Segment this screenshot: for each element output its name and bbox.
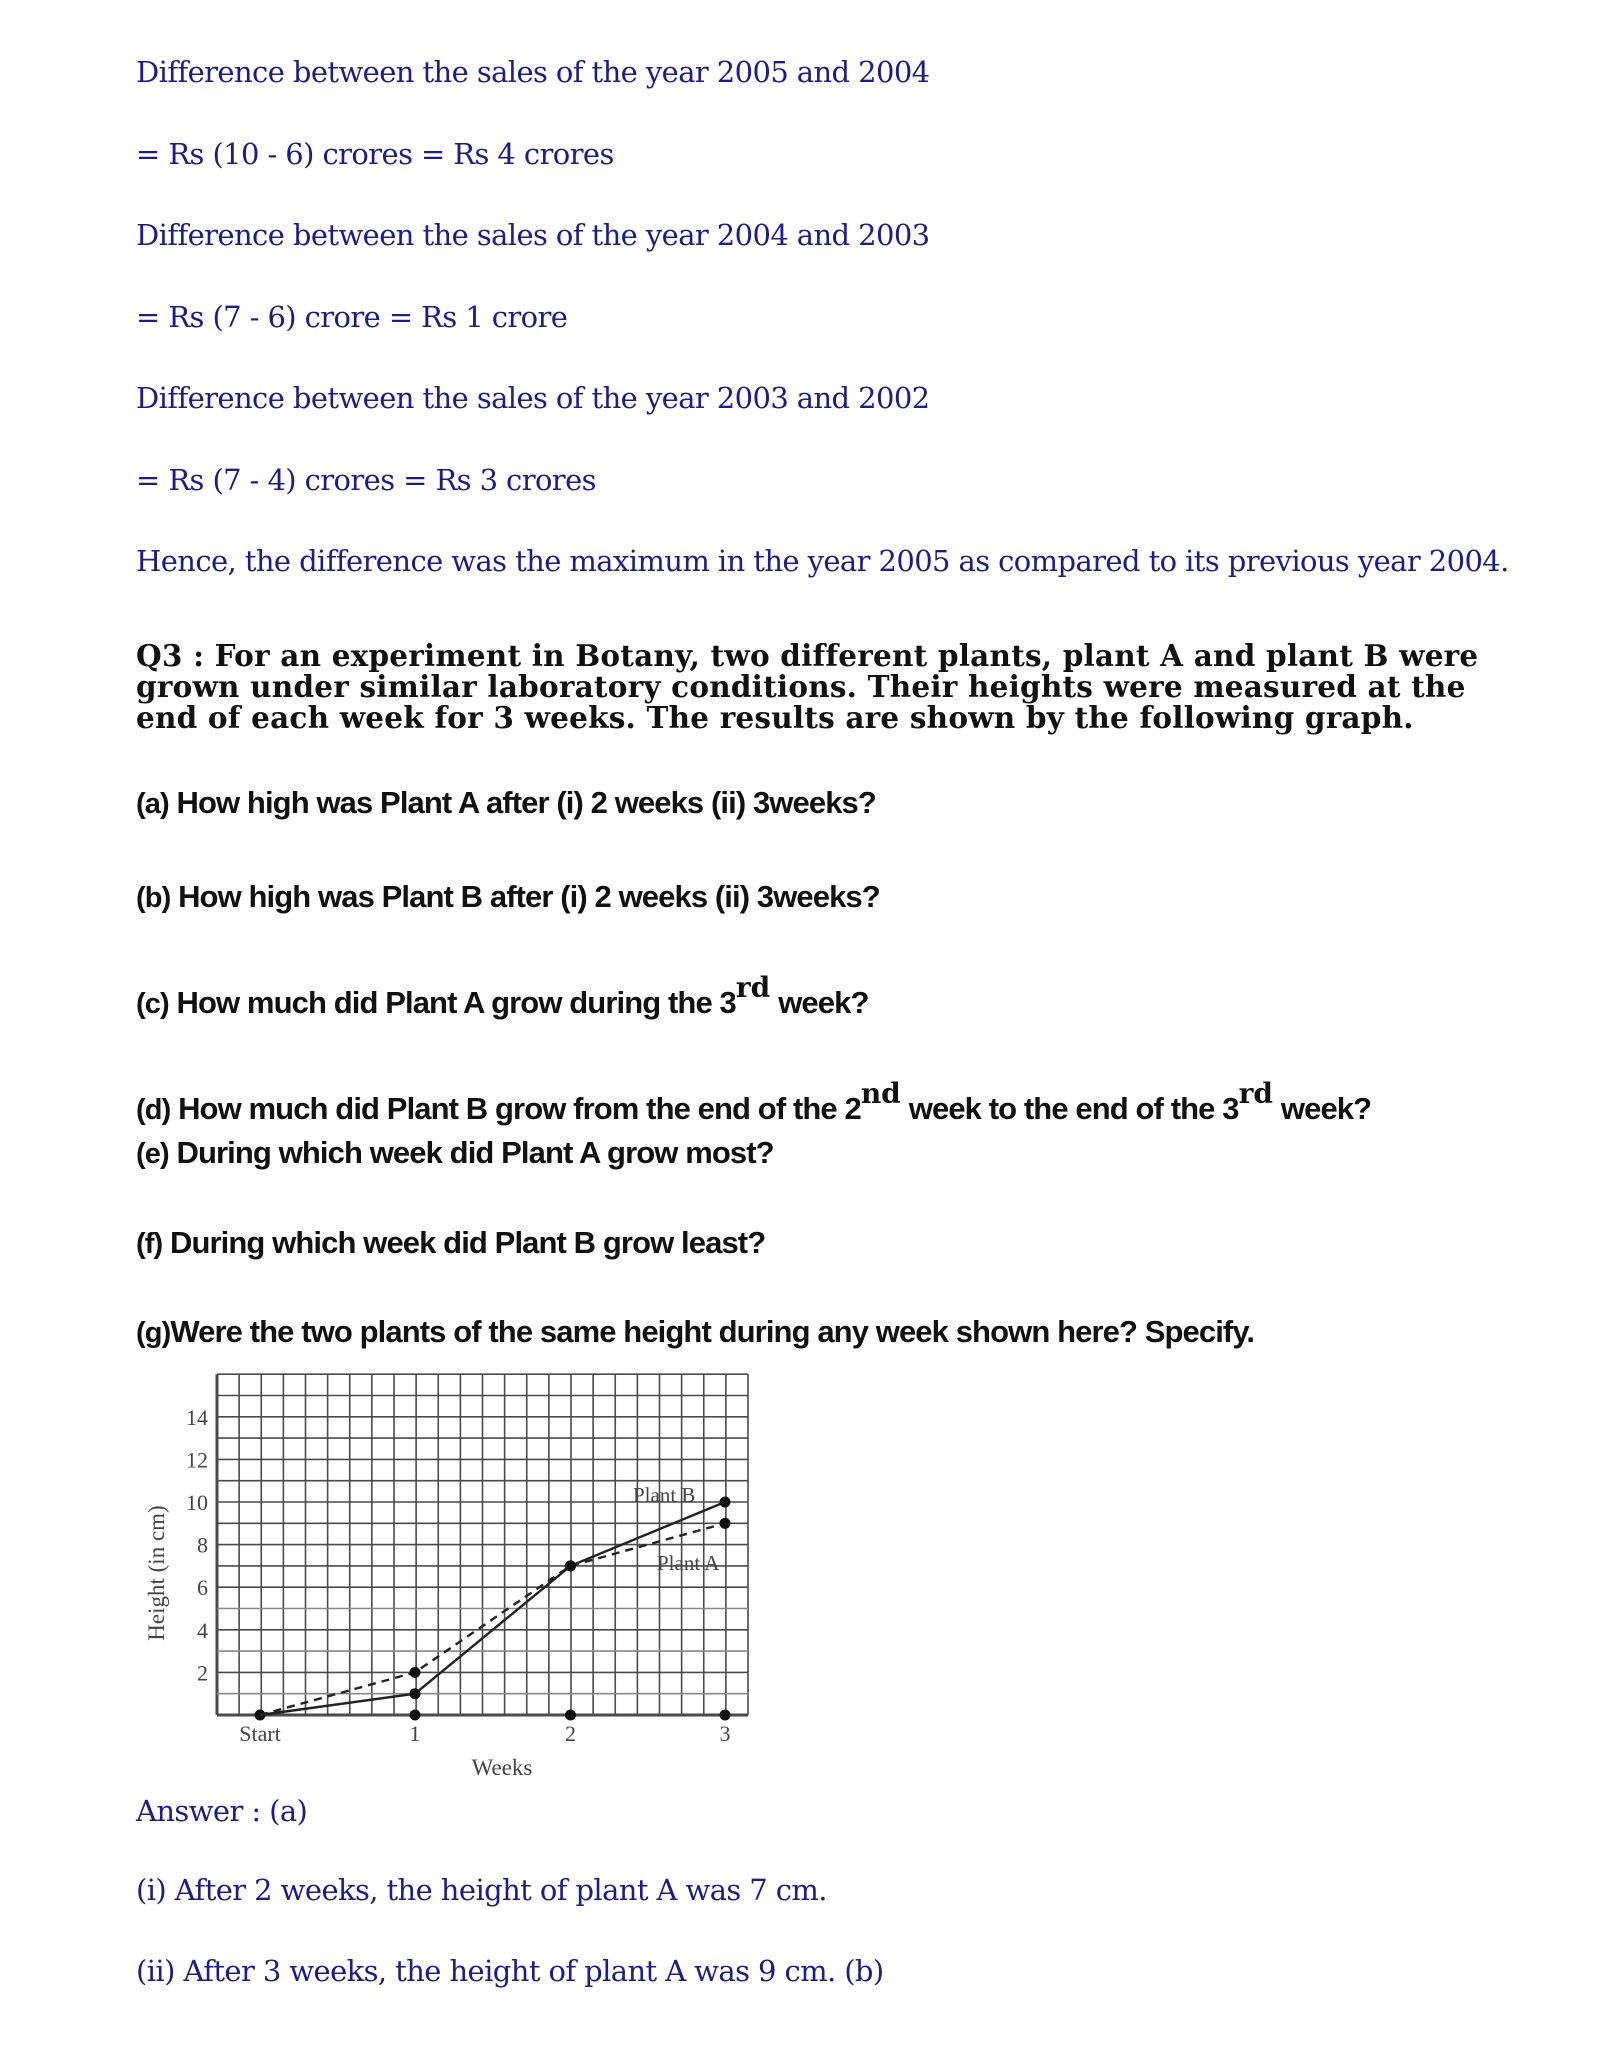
answer-line: = Rs (10 - 6) crores = Rs 4 crores [136, 137, 614, 171]
subquestion-e [136, 1135, 774, 1171]
subquestion-label: (f) [136, 1228, 163, 1260]
answer-line: Difference between the sales of the year 2003 and 2002 [136, 381, 930, 415]
chart-labels [144, 1405, 731, 1780]
x-tick-label: Start [239, 1721, 281, 1746]
subquestion-text: Were the two plants of the same height during any week shown here? Specify. [170, 1314, 1255, 1349]
y-tick-label: 6 [197, 1575, 208, 1601]
answer-line: = Rs (7 - 4) crores = Rs 3 crores [136, 463, 596, 497]
x-tick-label: 3 [719, 1721, 731, 1746]
subquestion-label: (a) [136, 788, 169, 820]
subquestion-label: (d) [136, 1094, 171, 1126]
plant-a-line [260, 1523, 725, 1715]
answer-line: (ii) After 3 weeks, the height of plant A was 9 cm. (b) [136, 1954, 884, 1988]
y-tick-label: 8 [197, 1532, 208, 1558]
subquestion-text: How much did Plant B grow from the end of the 2 [178, 1091, 861, 1126]
axis-point [410, 1710, 421, 1721]
subquestion-a [136, 785, 876, 821]
y-tick-label: 10 [186, 1490, 208, 1515]
answer-line: Difference between the sales of the year 2005 and 2004 [136, 55, 930, 89]
answer-line: Difference between the sales of the year 2004 and 2003 [136, 218, 930, 252]
data-point [410, 1667, 421, 1678]
subquestion-text: During which week did Plant A grow most? [176, 1135, 774, 1170]
subquestion-d [136, 1077, 1372, 1127]
y-tick-label: 2 [197, 1660, 208, 1686]
y-tick-label: 12 [186, 1447, 208, 1473]
chart-grid [217, 1374, 748, 1715]
answer-line: = Rs (7 - 6) crore = Rs 1 crore [136, 300, 568, 334]
subquestion-label: (c) [136, 988, 169, 1020]
answer-header: Answer : (a) [136, 1794, 308, 1828]
conclusion-line: Hence, the difference was the maximum in the year 2005 as compared to its previous year 2004. [136, 544, 1509, 578]
data-point [410, 1688, 421, 1699]
x-axis-title: Weeks [471, 1755, 533, 1780]
y-tick-label: 14 [186, 1404, 208, 1430]
subquestion-text: During which week did Plant B grow least? [170, 1225, 766, 1260]
ordinal-suffix: rd [1238, 1077, 1273, 1110]
subquestion-c [136, 971, 869, 1021]
plant-height-line-chart [130, 1360, 770, 1790]
subquestion-f [136, 1225, 765, 1261]
ordinal-suffix: nd [860, 1077, 901, 1110]
subquestion-g [136, 1314, 1254, 1350]
subquestion-text: week? [1280, 1091, 1372, 1126]
subquestion-text: How high was Plant B after (i) 2 weeks (ii) 3weeks? [178, 879, 880, 914]
x-tick-label: 2 [565, 1721, 576, 1746]
answer-line: (i) After 2 weeks, the height of plant A was 7 cm. [136, 1873, 827, 1907]
axis-point [720, 1710, 731, 1721]
subquestion-label: (e) [136, 1138, 169, 1170]
subquestion-text: week? [778, 985, 869, 1020]
subquestion-b [136, 879, 880, 915]
subquestion-text: How high was Plant A after (i) 2 weeks (ii) 3weeks? [176, 785, 876, 820]
axis-point [565, 1710, 576, 1721]
y-axis-title: Height (in cm) [144, 1505, 169, 1641]
plant-a-label: Plant A [657, 1551, 720, 1575]
x-tick-label: 1 [409, 1721, 421, 1746]
subquestion-label: (b) [136, 882, 171, 914]
y-tick-label: 4 [197, 1617, 208, 1643]
subquestion-text: week to the end of the 3 [908, 1091, 1239, 1126]
data-point [720, 1497, 731, 1508]
subquestion-text: How much did Plant A grow during the 3 [176, 985, 736, 1020]
subquestion-label: (g) [136, 1317, 171, 1349]
plant-b-label: Plant B [633, 1483, 696, 1507]
data-point [720, 1518, 731, 1529]
question-heading: end of each week for 3 weeks. The results are shown by the following graph. [136, 700, 1414, 735]
ordinal-suffix: rd [735, 971, 771, 1004]
data-point [565, 1560, 576, 1571]
question-heading: Q3 : For an experiment in Botany, two different plants, plant A and plant B were [136, 638, 1479, 673]
question-heading: grown under similar laboratory conditions. Their heights were measured at the [136, 669, 1466, 704]
